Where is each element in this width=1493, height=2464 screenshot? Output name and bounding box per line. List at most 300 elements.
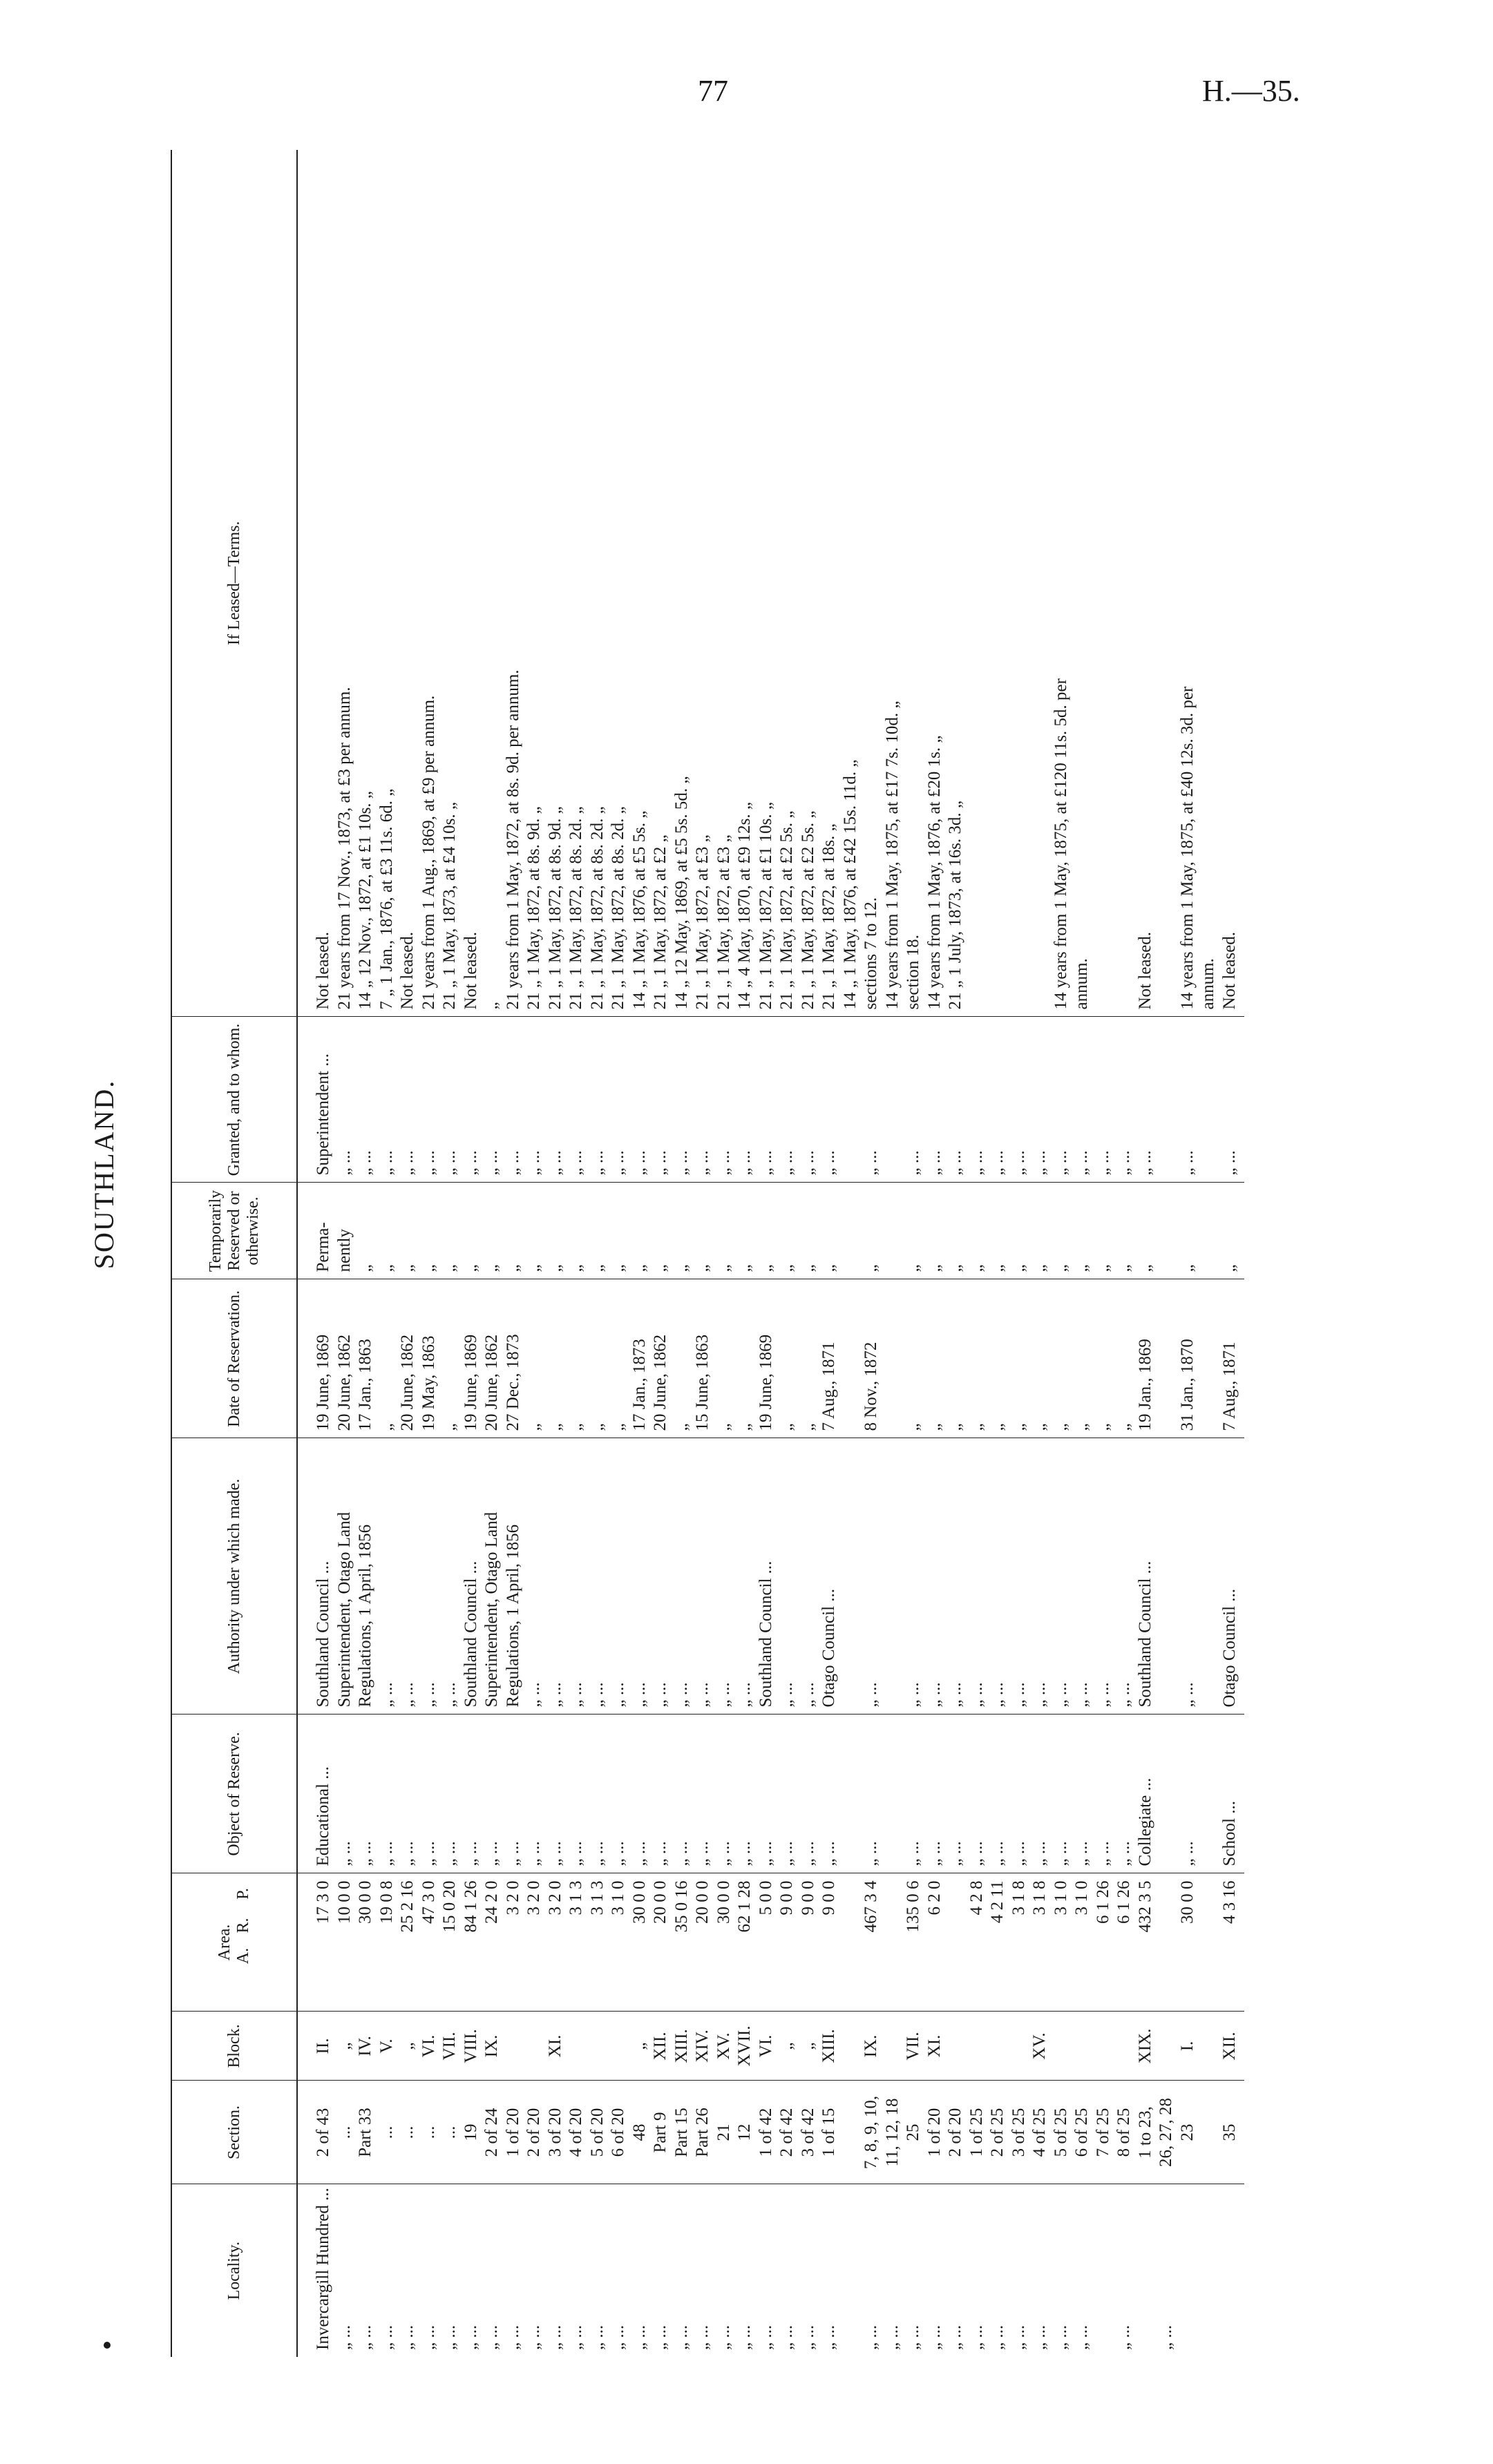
object-cell bbox=[1198, 1722, 1219, 1866]
section-cell: Part 26 bbox=[693, 2108, 712, 2157]
section-cell: 5 of 20 bbox=[587, 2108, 607, 2157]
leased-cell bbox=[1156, 157, 1177, 1010]
granted-cell bbox=[840, 1024, 862, 1176]
section-cell bbox=[1198, 2088, 1219, 2177]
authority-cell: „ ... bbox=[377, 1682, 396, 1708]
section-cell: ... bbox=[440, 2126, 459, 2139]
temporarily-cell: „ bbox=[545, 1264, 564, 1272]
authority-cell: „ ... bbox=[904, 1682, 922, 1708]
object-cell: „ ... bbox=[356, 1841, 374, 1866]
object-cell: „ ... bbox=[398, 1841, 417, 1866]
granted-cell: „ ... bbox=[1009, 1150, 1028, 1176]
object-cell bbox=[882, 1722, 904, 1866]
object-cell: „ ... bbox=[735, 1841, 754, 1866]
temporarily-cell: „ bbox=[967, 1264, 986, 1272]
temporarily-cell: „ bbox=[988, 1264, 1007, 1272]
temporarily-cell: „ bbox=[503, 1264, 522, 1272]
authority-cell: Southland Council ... bbox=[1135, 1560, 1154, 1708]
rotated-table-wrapper bbox=[171, 150, 1345, 2357]
date-cell: „ bbox=[567, 1423, 585, 1431]
header-area-units bbox=[234, 1878, 253, 2007]
object-cell bbox=[1156, 1722, 1177, 1866]
leased-cell bbox=[967, 157, 988, 1010]
block-cell bbox=[882, 2019, 904, 2074]
section-cell: 7, 8, 9, 10, bbox=[862, 2095, 880, 2170]
authority-cell: „ ... bbox=[651, 1682, 669, 1708]
object-cell: Collegiate ... bbox=[1135, 1777, 1154, 1866]
block-cell bbox=[1198, 2019, 1219, 2074]
object-cell: Educational ... bbox=[314, 1766, 332, 1866]
area-unit-acres: A. bbox=[234, 1947, 252, 1965]
temporarily-cell: „ bbox=[1009, 1264, 1028, 1272]
granted-cell: „ ... bbox=[334, 1150, 354, 1176]
locality-cell: „ ... bbox=[334, 2324, 354, 2350]
block-cell bbox=[587, 2019, 609, 2074]
section-cell: 1 of 25 bbox=[967, 2108, 986, 2157]
locality-cell: „ ... bbox=[419, 2324, 438, 2350]
section-cell: 7 of 25 bbox=[1093, 2108, 1112, 2157]
temporarily-cell: „ bbox=[1030, 1264, 1049, 1272]
block-cell: VII. bbox=[440, 2032, 459, 2061]
date-cell: „ bbox=[1030, 1423, 1049, 1431]
date-cell: „ bbox=[967, 1423, 986, 1431]
date-cell: „ bbox=[440, 1423, 459, 1431]
area-cell: 4 2 11 bbox=[988, 1880, 1007, 1924]
date-cell bbox=[1156, 1287, 1177, 1431]
header-area-label: Area. bbox=[216, 1924, 234, 1961]
date-cell: 20 June, 1862 bbox=[651, 1334, 669, 1431]
temporarily-cell bbox=[1156, 1190, 1177, 1272]
object-cell: „ ... bbox=[862, 1841, 880, 1866]
authority-cell: Otago Council ... bbox=[819, 1588, 838, 1708]
authority-cell: „ ... bbox=[419, 1682, 438, 1708]
authority-cell: „ ... bbox=[946, 1682, 964, 1708]
page-number: 77 bbox=[698, 74, 728, 108]
object-cell bbox=[840, 1722, 862, 1866]
date-cell: „ bbox=[798, 1423, 817, 1431]
temporarily-cell: „ bbox=[629, 1264, 649, 1272]
area-cell: 10 0 0 bbox=[334, 1880, 354, 1924]
leased-cell: 21 „ 1 May, 1872, at 8s. 2d. „ bbox=[609, 806, 627, 1010]
authority-cell: „ ... bbox=[1114, 1682, 1133, 1708]
area-unit-perches: P. bbox=[234, 1888, 252, 1900]
area-cell bbox=[1198, 1881, 1219, 2005]
column-block bbox=[297, 2012, 1244, 2081]
granted-cell: „ ... bbox=[356, 1150, 374, 1176]
granted-cell: „ ... bbox=[482, 1150, 501, 1176]
date-cell: „ bbox=[904, 1423, 922, 1431]
area-cell: 3 1 0 bbox=[1072, 1880, 1091, 1916]
area-cell: 9 0 0 bbox=[819, 1880, 838, 1916]
leased-cell: annum. bbox=[1072, 958, 1091, 1010]
section-cell: ... bbox=[377, 2126, 396, 2139]
block-cell bbox=[945, 2019, 967, 2074]
granted-cell: „ ... bbox=[946, 1150, 964, 1176]
leased-cell bbox=[1093, 157, 1114, 1010]
block-cell: „ bbox=[398, 2042, 417, 2050]
temporarily-cell: „ bbox=[1093, 1264, 1112, 1272]
object-cell: „ ... bbox=[503, 1841, 522, 1866]
locality-cell: „ ... bbox=[777, 2324, 796, 2350]
area-cell: 3 1 0 bbox=[1051, 1880, 1070, 1916]
granted-cell: „ ... bbox=[1030, 1150, 1049, 1176]
locality-cell: „ ... bbox=[735, 2324, 754, 2350]
date-cell: 20 June, 1862 bbox=[398, 1334, 417, 1431]
leased-cell: 21 „ 1 May, 1872, at £3 „ bbox=[714, 834, 733, 1010]
column-temporarily bbox=[297, 1183, 1244, 1279]
area-cell: 135 0 6 bbox=[904, 1880, 922, 1933]
column-section bbox=[297, 2081, 1244, 2184]
column-authority bbox=[297, 1438, 1244, 1715]
header-temporarily: Temporarily Reserved or otherwise. bbox=[171, 1183, 297, 1279]
section-cell: 4 of 20 bbox=[567, 2108, 585, 2157]
section-cell: 1 of 42 bbox=[756, 2108, 775, 2157]
block-cell bbox=[1051, 2019, 1072, 2074]
section-cell: 8 of 25 bbox=[1114, 2108, 1133, 2157]
locality-cell: „ ... bbox=[440, 2324, 459, 2350]
temporarily-cell: Perma- bbox=[314, 1222, 332, 1272]
area-cell: 3 1 0 bbox=[609, 1880, 627, 1916]
section-cell: 1 of 20 bbox=[924, 2108, 944, 2157]
leased-cell: 21 „ 1 May, 1872, at 8s. 2d. „ bbox=[587, 806, 607, 1010]
authority-cell: „ ... bbox=[798, 1682, 817, 1708]
date-cell: „ bbox=[988, 1423, 1007, 1431]
temporarily-cell: „ bbox=[461, 1264, 480, 1272]
locality-cell: „ ... bbox=[503, 2324, 522, 2350]
section-cell: Part 33 bbox=[356, 2108, 374, 2157]
block-cell bbox=[1009, 2019, 1030, 2074]
temporarily-cell: „ bbox=[904, 1264, 922, 1272]
section-cell: 2 of 42 bbox=[777, 2108, 796, 2157]
block-cell bbox=[566, 2019, 587, 2074]
locality-cell bbox=[1093, 2192, 1114, 2351]
section-cell: 1 of 15 bbox=[819, 2108, 838, 2157]
leased-cell: 21 „ 1 May, 1872, at 8s. 9d. „ bbox=[545, 806, 564, 1010]
date-cell: „ bbox=[735, 1423, 754, 1431]
date-cell: 20 June, 1862 bbox=[482, 1334, 501, 1431]
section-cell: 3 of 20 bbox=[545, 2108, 564, 2157]
block-cell bbox=[503, 2019, 524, 2074]
object-cell: „ ... bbox=[482, 1841, 501, 1866]
block-cell bbox=[608, 2019, 629, 2074]
granted-cell: „ ... bbox=[1219, 1150, 1239, 1176]
object-cell: „ ... bbox=[419, 1841, 438, 1866]
area-cell: 5 0 0 bbox=[756, 1880, 775, 1916]
locality-cell: „ ... bbox=[714, 2324, 733, 2350]
object-cell: „ ... bbox=[440, 1841, 459, 1866]
object-cell: „ ... bbox=[988, 1841, 1007, 1866]
granted-cell: „ ... bbox=[904, 1150, 922, 1176]
date-cell: 7 Aug., 1871 bbox=[819, 1341, 838, 1431]
date-cell: „ bbox=[946, 1423, 964, 1431]
leased-cell: 21 „ 1 May, 1872, at £2 „ bbox=[651, 834, 669, 1010]
granted-cell: „ ... bbox=[1135, 1150, 1154, 1176]
locality-cell: „ ... bbox=[356, 2324, 374, 2350]
column-object bbox=[297, 1715, 1244, 1873]
locality-cell: „ ... bbox=[1072, 2324, 1091, 2350]
authority-cell: „ ... bbox=[672, 1682, 691, 1708]
block-cell: XI. bbox=[924, 2034, 944, 2058]
authority-cell: Southland Council ... bbox=[756, 1560, 775, 1708]
temporarily-cell: nently bbox=[334, 1229, 354, 1272]
temporarily-cell: „ bbox=[1072, 1264, 1091, 1272]
locality-cell: „ ... bbox=[946, 2324, 964, 2350]
temporarily-cell: „ bbox=[377, 1264, 396, 1272]
date-cell: 20 June, 1862 bbox=[334, 1334, 354, 1431]
temporarily-cell: „ bbox=[819, 1264, 838, 1272]
block-cell bbox=[1156, 2019, 1177, 2074]
granted-cell: „ ... bbox=[587, 1150, 607, 1176]
granted-cell: „ ... bbox=[693, 1150, 712, 1176]
locality-cell: „ ... bbox=[862, 2324, 880, 2350]
block-cell: IV. bbox=[356, 2036, 374, 2056]
table-body-row bbox=[297, 150, 1244, 2357]
granted-cell: „ ... bbox=[777, 1150, 796, 1176]
column-leased bbox=[297, 150, 1244, 1017]
block-cell: „ bbox=[798, 2042, 817, 2050]
authority-cell: „ ... bbox=[545, 1682, 564, 1708]
header-authority: Authority under which made. bbox=[171, 1438, 297, 1715]
section-cell: 19 bbox=[461, 2123, 480, 2141]
authority-cell: „ ... bbox=[1177, 1682, 1197, 1708]
section-cell: 1 of 20 bbox=[503, 2108, 522, 2157]
area-cell: 4 3 16 bbox=[1219, 1880, 1239, 1924]
block-cell: „ bbox=[629, 2042, 649, 2050]
object-cell: „ ... bbox=[609, 1841, 627, 1866]
temporarily-cell: „ bbox=[714, 1264, 733, 1272]
granted-cell bbox=[882, 1024, 904, 1176]
page-code: H.—35. bbox=[1202, 74, 1300, 108]
locality-cell: „ ... bbox=[1051, 2324, 1070, 2350]
area-cell: 6 2 0 bbox=[924, 1880, 944, 1916]
date-cell: „ bbox=[587, 1423, 607, 1431]
leased-cell: 21 „ 1 May, 1872, at 8s. 9d. „ bbox=[524, 806, 543, 1010]
area-cell: 3 1 3 bbox=[567, 1880, 585, 1916]
leased-cell: 14 years from 1 May, 1875, at £40 12s. 3d. per bbox=[1177, 686, 1197, 1010]
temporarily-cell: „ bbox=[651, 1264, 669, 1272]
locality-cell: „ ... bbox=[1030, 2324, 1049, 2350]
locality-cell: „ ... bbox=[1009, 2324, 1028, 2350]
leased-cell: 21 years from 1 May, 1872, at 8s. 9d. per annum. bbox=[503, 669, 522, 1010]
authority-cell: „ ... bbox=[440, 1682, 459, 1708]
object-cell: „ ... bbox=[524, 1841, 543, 1866]
section-cell: 2 of 20 bbox=[524, 2108, 543, 2157]
date-cell: 19 June, 1869 bbox=[461, 1334, 480, 1431]
locality-cell: „ ... bbox=[629, 2324, 649, 2350]
locality-cell: „ ... bbox=[567, 2324, 585, 2350]
date-cell: 17 Jan., 1873 bbox=[629, 1339, 649, 1431]
section-cell: 12 bbox=[735, 2123, 754, 2141]
block-cell bbox=[840, 2019, 862, 2074]
leased-cell: 21 „ 1 May, 1872, at £2 5s. „ bbox=[777, 810, 796, 1010]
block-cell: XV. bbox=[714, 2032, 733, 2060]
granted-cell: „ ... bbox=[377, 1150, 396, 1176]
column-date bbox=[297, 1279, 1244, 1438]
block-cell: XI. bbox=[545, 2034, 564, 2058]
object-cell: „ ... bbox=[924, 1841, 944, 1866]
block-cell: XIII. bbox=[819, 2029, 838, 2063]
header-leased: If Leased—Terms. bbox=[171, 150, 297, 1017]
date-cell: „ bbox=[1072, 1423, 1091, 1431]
authority-cell: Southland Council ... bbox=[461, 1560, 480, 1708]
section-cell: 21 bbox=[714, 2123, 733, 2141]
area-cell: 4 2 8 bbox=[967, 1880, 986, 1916]
area-cell bbox=[840, 1881, 862, 2005]
locality-cell: „ ... bbox=[1114, 2324, 1133, 2350]
temporarily-cell: „ bbox=[524, 1264, 543, 1272]
temporarily-cell: „ bbox=[1219, 1264, 1239, 1272]
authority-cell: „ ... bbox=[777, 1682, 796, 1708]
section-cell: 6 of 25 bbox=[1072, 2108, 1091, 2157]
area-cell: 3 2 0 bbox=[503, 1880, 522, 1916]
locality-cell: Invercargill Hundred ... bbox=[314, 2188, 332, 2350]
temporarily-cell: „ bbox=[609, 1264, 627, 1272]
block-cell: II. bbox=[314, 2038, 332, 2054]
area-cell: 20 0 0 bbox=[693, 1880, 712, 1924]
block-cell bbox=[1093, 2019, 1114, 2074]
temporarily-cell: „ bbox=[1135, 1264, 1154, 1272]
leased-cell bbox=[987, 157, 1009, 1010]
area-cell: 35 0 16 bbox=[672, 1880, 691, 1933]
granted-cell: „ ... bbox=[567, 1150, 585, 1176]
locality-cell: „ ... bbox=[756, 2324, 775, 2350]
date-cell: 8 Nov., 1872 bbox=[862, 1341, 880, 1431]
granted-cell: „ ... bbox=[629, 1150, 649, 1176]
leased-cell: 7 „ 1 Jan., 1876, at £3 11s. 6d. „ bbox=[377, 788, 396, 1010]
object-cell: School ... bbox=[1219, 1801, 1239, 1866]
authority-cell: Superintendent, Otago Land bbox=[334, 1511, 354, 1708]
block-cell bbox=[1114, 2019, 1135, 2074]
leased-cell: „ bbox=[482, 1002, 501, 1010]
granted-cell: Superintendent ... bbox=[314, 1053, 332, 1176]
block-cell: I. bbox=[1177, 2041, 1197, 2052]
granted-cell: „ ... bbox=[798, 1150, 817, 1176]
temporarily-cell: „ bbox=[440, 1264, 459, 1272]
temporarily-cell: „ bbox=[798, 1264, 817, 1272]
leased-cell: 21 „ 1 May, 1872, at 18s. „ bbox=[819, 823, 838, 1010]
block-cell bbox=[1072, 2019, 1093, 2074]
area-cell: 15 0 20 bbox=[440, 1880, 459, 1933]
granted-cell bbox=[1198, 1024, 1219, 1176]
date-cell: „ bbox=[609, 1423, 627, 1431]
temporarily-cell: „ bbox=[672, 1264, 691, 1272]
object-cell: „ ... bbox=[904, 1841, 922, 1866]
granted-cell: „ ... bbox=[503, 1150, 522, 1176]
section-cell: 26, 27, 28 bbox=[1157, 2098, 1175, 2167]
granted-cell: „ ... bbox=[1093, 1150, 1112, 1176]
area-cell: 84 1 26 bbox=[461, 1880, 480, 1933]
locality-cell: „ ... bbox=[693, 2324, 712, 2350]
object-cell: „ ... bbox=[567, 1841, 585, 1866]
object-cell: „ ... bbox=[1009, 1841, 1028, 1866]
leased-cell bbox=[1029, 157, 1051, 1010]
date-cell bbox=[1198, 1287, 1219, 1431]
section-cell: 4 of 25 bbox=[1030, 2108, 1049, 2157]
temporarily-cell: „ bbox=[735, 1264, 754, 1272]
object-cell: „ ... bbox=[672, 1841, 691, 1866]
area-cell: 30 0 0 bbox=[1177, 1880, 1197, 1924]
area-cell bbox=[882, 1881, 904, 2005]
block-cell: VI. bbox=[419, 2034, 438, 2058]
object-cell: „ ... bbox=[946, 1841, 964, 1866]
area-cell: 30 0 0 bbox=[356, 1880, 374, 1924]
leased-cell: 14 „ 1 May, 1876, at £5 5s. „ bbox=[629, 810, 649, 1010]
date-cell: 27 Dec., 1873 bbox=[503, 1334, 522, 1431]
authority-cell: „ ... bbox=[398, 1682, 417, 1708]
block-cell: „ bbox=[334, 2042, 354, 2050]
block-cell: „ bbox=[777, 2042, 796, 2050]
area-cell: 47 3 0 bbox=[419, 1880, 438, 1924]
date-cell bbox=[882, 1287, 904, 1431]
granted-cell bbox=[1156, 1024, 1177, 1176]
leased-cell: 21 „ 1 May, 1872, at 8s. 2d. „ bbox=[567, 806, 585, 1010]
block-cell: IX. bbox=[862, 2034, 880, 2058]
area-cell: 25 2 16 bbox=[398, 1880, 417, 1933]
granted-cell: „ ... bbox=[609, 1150, 627, 1176]
leased-cell: 14 years from 1 May, 1875, at £17 7s. 10d. „ bbox=[882, 700, 902, 1010]
leased-cell: Not leased. bbox=[461, 932, 480, 1010]
block-cell: XV. bbox=[1030, 2032, 1049, 2060]
authority-cell: „ ... bbox=[1051, 1682, 1070, 1708]
date-cell: „ bbox=[714, 1423, 733, 1431]
area-cell: 9 0 0 bbox=[777, 1880, 796, 1916]
object-cell: „ ... bbox=[629, 1841, 649, 1866]
area-cell: 9 0 0 bbox=[798, 1880, 817, 1916]
authority-cell bbox=[882, 1446, 904, 1708]
locality-cell: „ ... bbox=[798, 2324, 817, 2350]
authority-cell bbox=[1198, 1446, 1219, 1708]
leased-cell: 21 „ 1 May, 1873, at £4 10s. „ bbox=[440, 802, 459, 1010]
temporarily-cell: „ bbox=[1177, 1264, 1197, 1272]
leased-cell: Not leased. bbox=[1135, 932, 1154, 1010]
leased-cell: 14 „ 12 Nov., 1872, at £1 10s. „ bbox=[356, 791, 374, 1010]
column-granted bbox=[297, 1017, 1244, 1183]
block-cell: VIII. bbox=[461, 2029, 480, 2063]
area-cell: 6 1 26 bbox=[1114, 1880, 1133, 1924]
section-cell: Part 15 bbox=[672, 2108, 691, 2157]
column-locality bbox=[297, 2184, 1244, 2357]
area-cell: 3 1 3 bbox=[587, 1880, 607, 1916]
date-cell: „ bbox=[1093, 1423, 1112, 1431]
granted-cell: „ ... bbox=[1114, 1150, 1133, 1176]
granted-cell: „ ... bbox=[524, 1150, 543, 1176]
section-cell: 11, 12, 18 bbox=[882, 2098, 902, 2167]
date-cell: „ bbox=[1114, 1423, 1133, 1431]
area-cell: 3 2 0 bbox=[524, 1880, 543, 1916]
page-title: SOUTHLAND. bbox=[88, 1079, 120, 1270]
section-cell: Part 9 bbox=[651, 2112, 669, 2153]
date-cell: 19 June, 1869 bbox=[756, 1334, 775, 1431]
date-cell: 15 June, 1863 bbox=[693, 1334, 712, 1431]
authority-cell: „ ... bbox=[1030, 1682, 1049, 1708]
block-cell: IX. bbox=[482, 2034, 501, 2058]
granted-cell: „ ... bbox=[967, 1150, 986, 1176]
locality-cell: „ ... bbox=[651, 2324, 669, 2350]
object-cell: „ ... bbox=[651, 1841, 669, 1866]
area-cell: 19 0 8 bbox=[377, 1880, 396, 1924]
date-cell: „ bbox=[672, 1423, 691, 1431]
object-cell: „ ... bbox=[756, 1841, 775, 1866]
locality-cell: „ ... bbox=[819, 2324, 838, 2350]
granted-cell: „ ... bbox=[461, 1150, 480, 1176]
granted-cell: „ ... bbox=[1051, 1150, 1070, 1176]
authority-cell: Otago Council ... bbox=[1219, 1588, 1239, 1708]
date-cell: 19 June, 1869 bbox=[314, 1334, 332, 1431]
column-area bbox=[297, 1873, 1244, 2012]
leased-cell: 21 years from 1 Aug., 1869, at £9 per annum. bbox=[419, 695, 438, 1010]
block-cell: XVII. bbox=[735, 2025, 754, 2067]
temporarily-cell: „ bbox=[862, 1264, 880, 1272]
